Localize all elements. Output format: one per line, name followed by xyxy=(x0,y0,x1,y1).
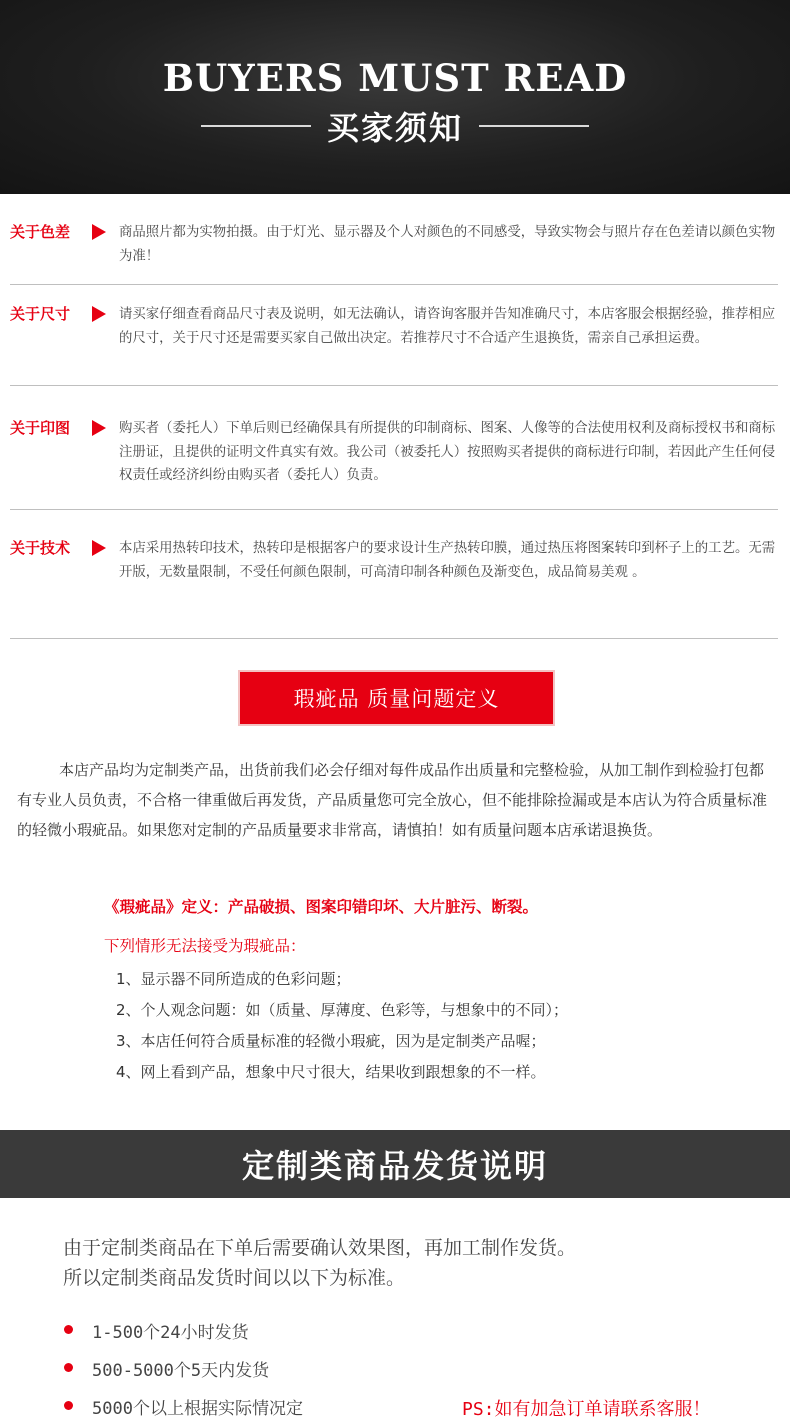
shipping-item: 500-5000个5天内发货 xyxy=(92,1361,270,1381)
triangle-right-icon xyxy=(92,540,106,556)
section-label: 关于尺寸 xyxy=(10,305,71,323)
shipping-item: 5000个以上根据实际情况定 xyxy=(92,1399,303,1419)
header-subtitle-row xyxy=(0,104,790,148)
bullet-dot-icon xyxy=(64,1363,73,1372)
shipping-intro-line: 所以定制类商品发货时间以以下为标准。 xyxy=(63,1267,406,1289)
defect-list-title: 下列情形无法接受为瑕疵品： xyxy=(104,937,306,955)
section-label: 关于色差 xyxy=(10,223,71,241)
bullet-dot-icon xyxy=(64,1325,73,1334)
list-item: 4、网上看到产品，想象中尺寸很大，结果收到跟想象的不一样。 xyxy=(116,1063,546,1081)
defect-exclusion-list xyxy=(116,964,568,1088)
divider xyxy=(10,284,778,285)
triangle-right-icon xyxy=(92,224,106,240)
defect-heading-box: 瑕疵品 质量问题定义 xyxy=(240,672,553,724)
shipping-ps-note: PS:如有加急订单请联系客服！ xyxy=(462,1399,711,1420)
divider xyxy=(10,638,778,639)
header-title-en: BUYERS MUST READ xyxy=(162,56,628,100)
header-divider-left xyxy=(201,125,311,127)
triangle-right-icon xyxy=(92,306,106,322)
section-text: 请买家仔细查看商品尺寸表及说明，如无法确认，请咨询客服并告知准确尺寸，本店客服会根据经验，推荐相应的尺寸，关于尺寸还是需要买家自己做出决定。若推荐尺寸不合适产生退换货，需亲自己承担运费。 xyxy=(119,307,776,346)
bullet-dot-icon xyxy=(64,1401,73,1410)
header-divider-right xyxy=(479,125,589,127)
divider xyxy=(10,509,778,510)
list-item: 1、显示器不同所造成的色彩问题； xyxy=(116,970,351,988)
shipping-heading-band: 定制类商品发货说明 xyxy=(0,1130,790,1198)
divider xyxy=(10,385,778,386)
header-title-cn: 买家须知 xyxy=(326,109,463,147)
header-banner xyxy=(0,0,790,194)
section-label: 关于印图 xyxy=(10,419,71,437)
shipping-item: 1-500个24小时发货 xyxy=(92,1323,249,1343)
section-text: 本店采用热转印技术，热转印是根据客户的要求设计生产热转印膜，通过热压将图案转印到杯子上的工艺。无需开版，无数量限制，不受任何颜色限制，可高清印制各种颜色及渐变色，成品简易美观 。 xyxy=(119,541,776,580)
triangle-right-icon xyxy=(92,420,106,436)
defect-paragraph: 本店产品均为定制类产品，出货前我们必会仔细对每件成品作出质量和完整检验，从加工制作到检验打包都有专业人员负责，不合格一律重做后再发货，产品质量您可完全放心，但不能排除捡漏或是本店认为符合质量标准的轻微小瑕疵品。如果您对定制的产品质量要求非常高，请慎拍！如有质量问题本店承诺退换货。 xyxy=(17,761,768,839)
list-item: 3、本店任何符合质量标准的轻微小瑕疵，因为是定制类产品喔； xyxy=(116,1032,546,1050)
section-label: 关于技术 xyxy=(10,539,71,557)
section-text: 购买者（委托人）下单后则已经确保具有所提供的印制商标、图案、人像等的合法使用权利及商标授权书和商标注册证，且提供的证明文件真实有效。我公司（被委托人）按照购买者提供的商标进行印制，若因此产生任何侵权责任或经济纠纷由购买者（委托人）负责。 xyxy=(119,421,776,483)
defect-definition: 《瑕疵品》定义：产品破损、图案印错印坏、大片脏污、断裂。 xyxy=(104,898,539,916)
shipping-intro-line: 由于定制类商品在下单后需要确认效果图，再加工制作发货。 xyxy=(63,1237,577,1259)
list-item: 2、个人观念问题：如（质量、厚薄度、色彩等，与想象中的不同）； xyxy=(116,1001,569,1019)
shipping-intro xyxy=(63,1233,576,1293)
section-text: 商品照片都为实物拍摄。由于灯光、显示器及个人对颜色的不同感受，导致实物会与照片存在色差请以颜色实物为准！ xyxy=(119,225,776,264)
